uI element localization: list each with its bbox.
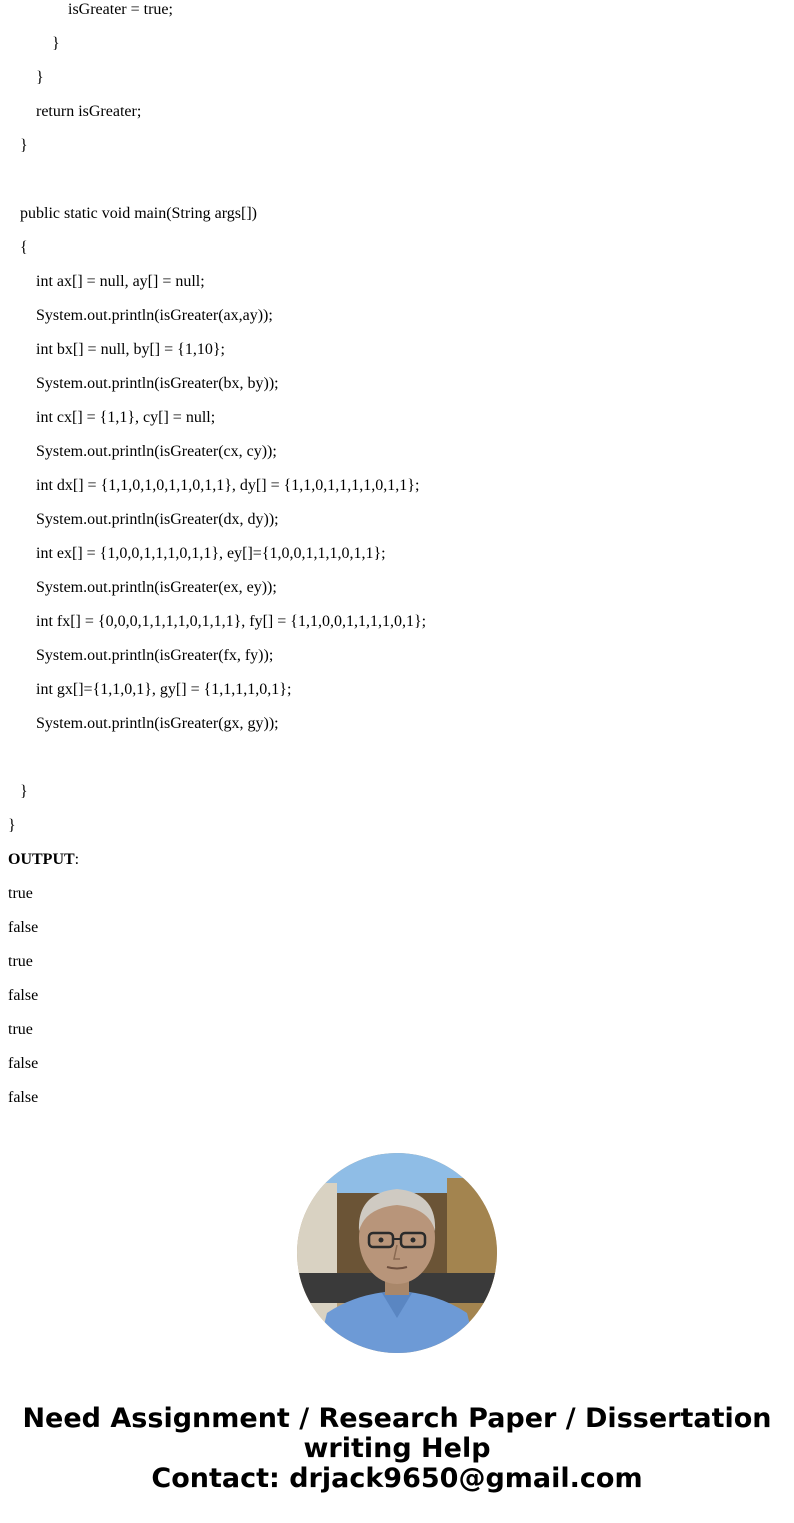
code-line: int fx[] = {0,0,0,1,1,1,1,0,1,1,1}, fy[] = {1,1,0,0,1,1,1,1,0,1};	[36, 613, 427, 630]
code-line: int ex[] = {1,0,0,1,1,1,0,1,1}, ey[]={1,0,0,1,1,1,0,1,1};	[36, 545, 386, 562]
code-line: System.out.println(isGreater(ex, ey));	[36, 579, 277, 596]
output-value: true	[8, 953, 33, 970]
code-line: }	[20, 137, 28, 154]
output-heading	[8, 850, 79, 870]
output-label: OUTPUT	[8, 851, 75, 868]
code-line: int ax[] = null, ay[] = null;	[36, 273, 205, 290]
code-line: public static void main(String args[])	[20, 205, 257, 222]
code-line: }	[8, 817, 16, 834]
code-line: int dx[] = {1,1,0,1,0,1,1,0,1,1}, dy[] = {1,1,0,1,1,1,1,0,1,1};	[36, 477, 420, 494]
output-value: false	[8, 919, 39, 936]
code-line: System.out.println(isGreater(fx, fy));	[36, 647, 274, 664]
code-line: int gx[]={1,1,0,1}, gy[] = {1,1,1,1,0,1};	[36, 681, 292, 698]
output-value: true	[8, 1021, 33, 1038]
output-value: false	[8, 1089, 39, 1106]
author-portrait-image	[297, 1153, 497, 1353]
output-colon: :	[74, 851, 80, 868]
code-line: System.out.println(isGreater(gx, gy));	[36, 715, 279, 732]
output-value: false	[8, 1055, 39, 1072]
output-value: false	[8, 987, 39, 1004]
code-line: System.out.println(isGreater(dx, dy));	[36, 511, 279, 528]
output-value: true	[8, 885, 33, 902]
author-photo	[297, 1153, 497, 1353]
code-line: isGreater = true;	[68, 1, 173, 18]
code-line: }	[20, 783, 28, 800]
code-line: System.out.println(isGreater(ax,ay));	[36, 307, 273, 324]
code-line: return isGreater;	[36, 103, 142, 120]
code-line: System.out.println(isGreater(bx, by));	[36, 375, 279, 392]
code-line: }	[36, 69, 44, 86]
footer-line-2: writing Help	[303, 1433, 491, 1464]
code-line: int cx[] = {1,1}, cy[] = null;	[36, 409, 216, 426]
code-line: }	[52, 35, 60, 52]
footer-contact: Contact: drjack9650@gmail.com	[151, 1463, 643, 1494]
footer-line-1: Need Assignment / Research Paper / Dissertation	[22, 1403, 772, 1434]
code-line: {	[20, 239, 28, 256]
code-line: System.out.println(isGreater(cx, cy));	[36, 443, 277, 460]
code-line: int bx[] = null, by[] = {1,10};	[36, 341, 225, 358]
